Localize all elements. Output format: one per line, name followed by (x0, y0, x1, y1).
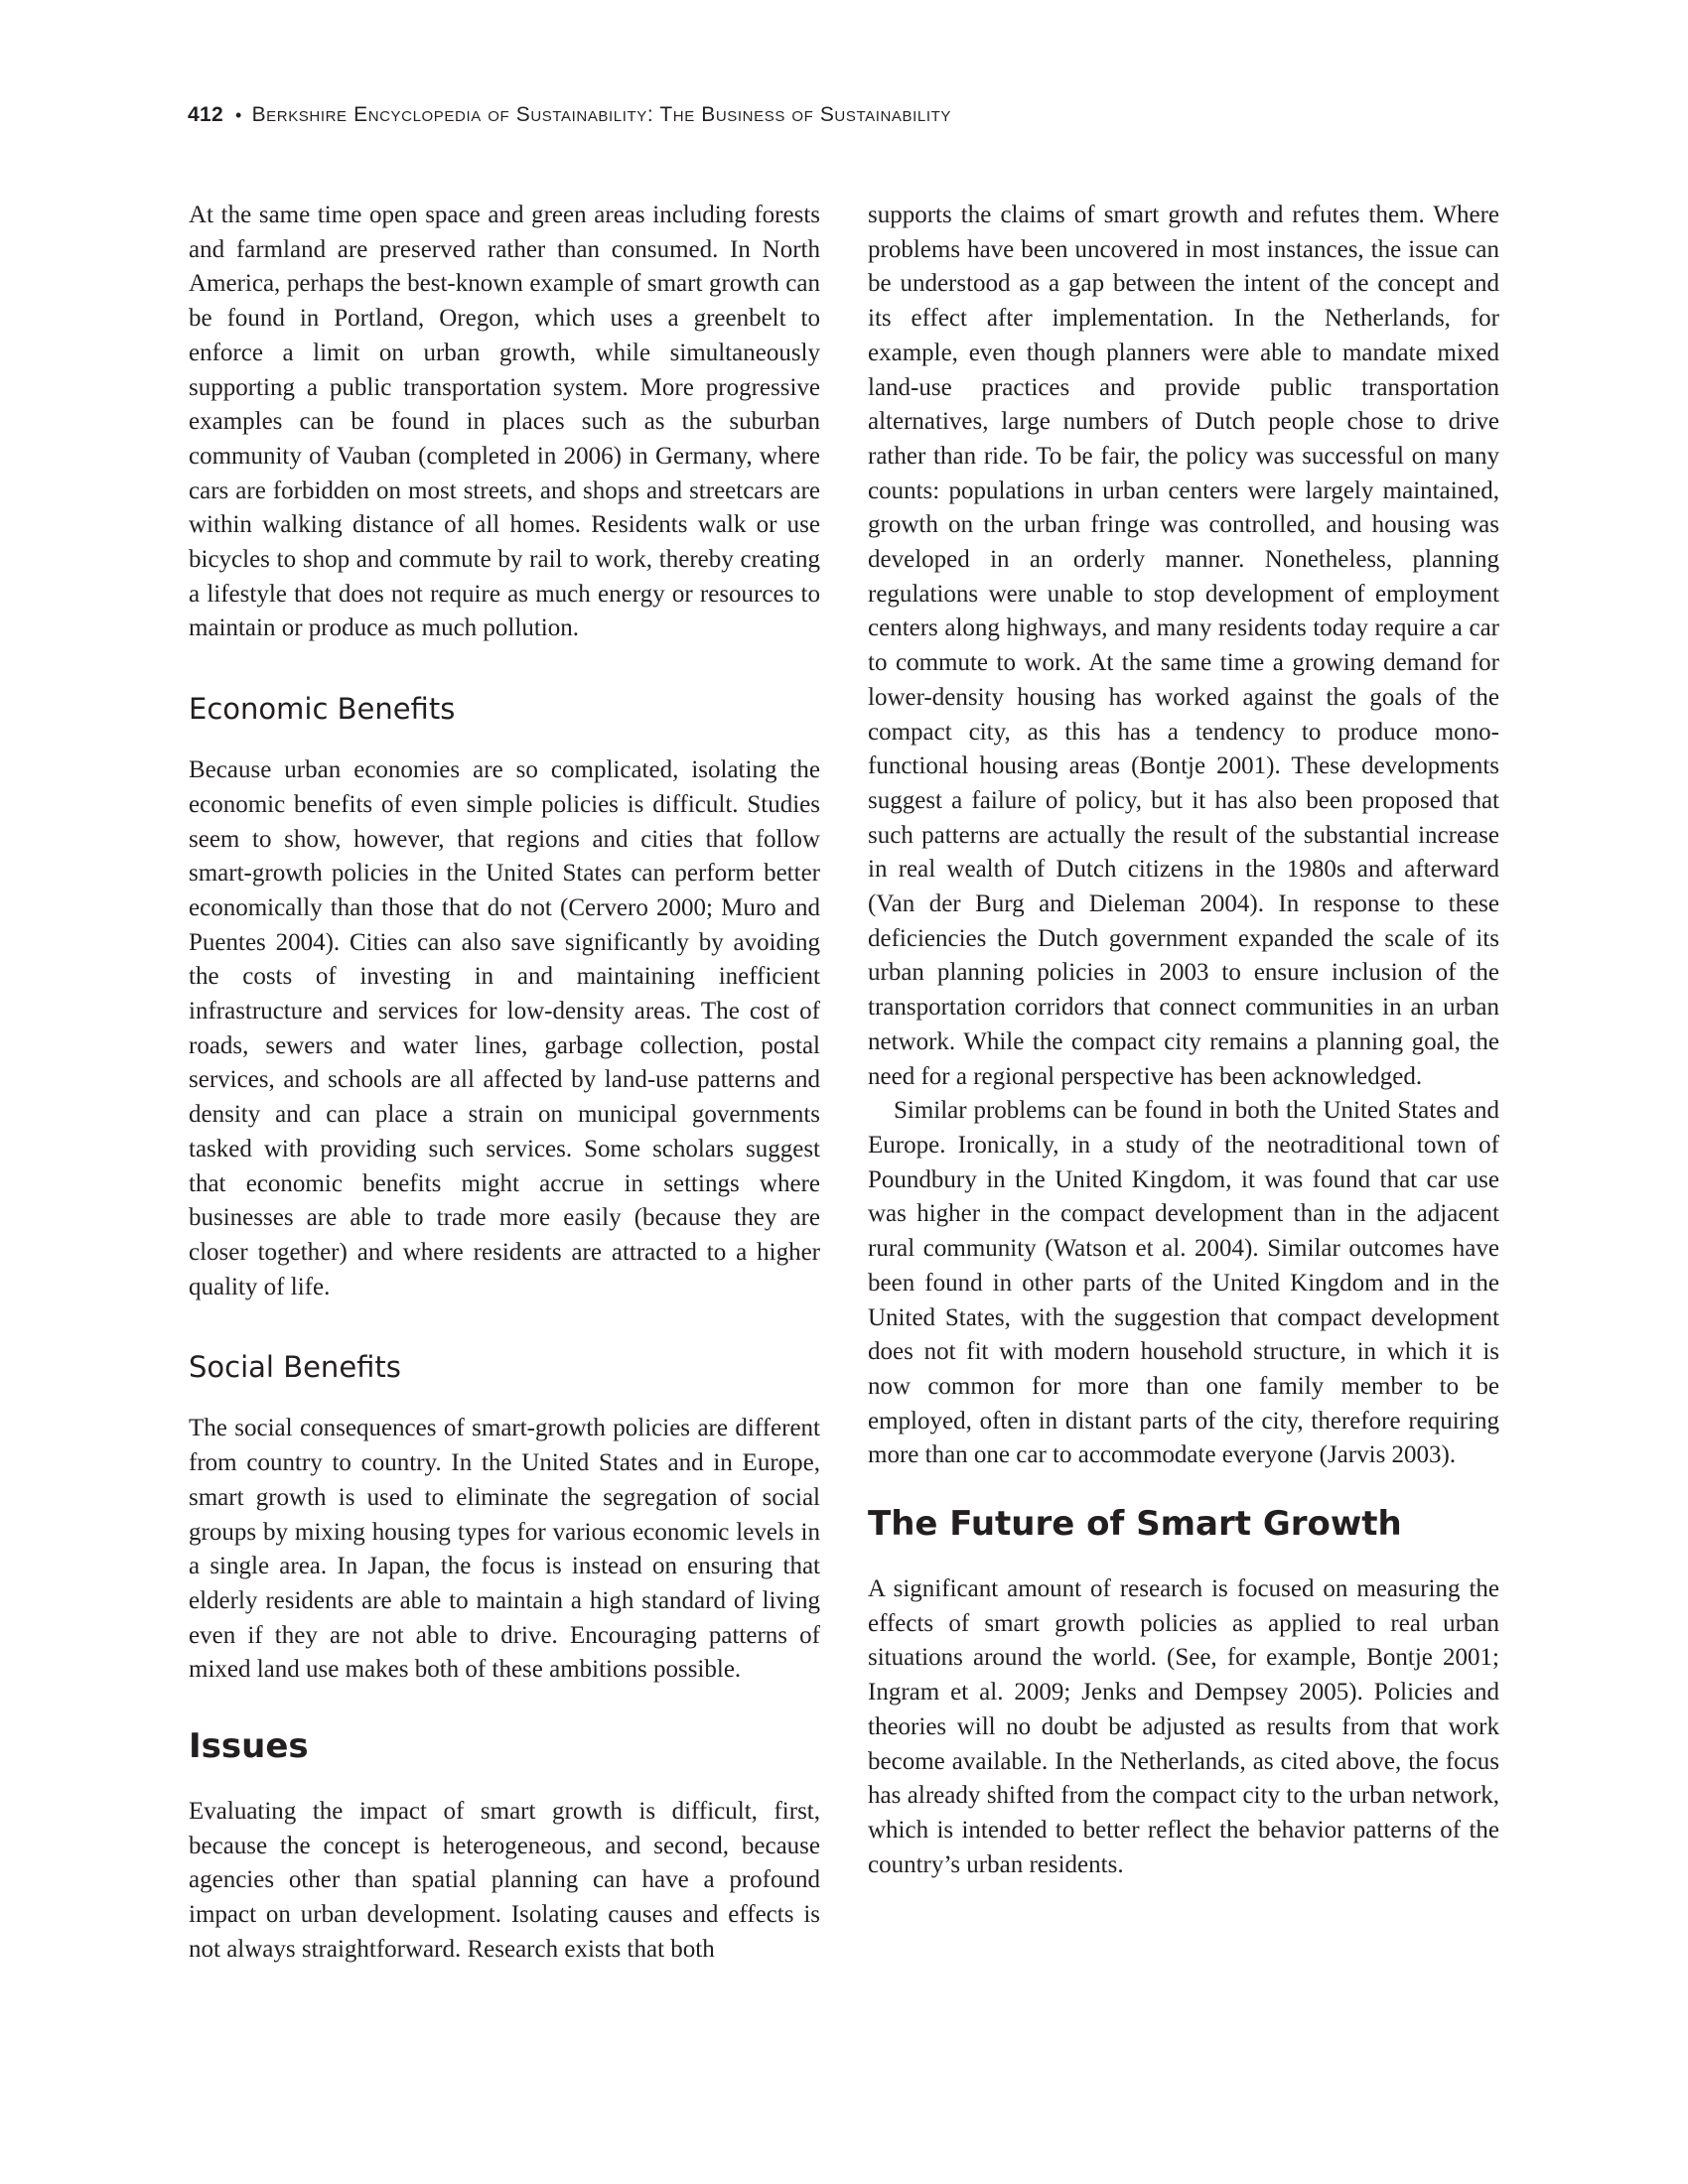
heading-issues: Issues (189, 1726, 309, 1767)
paragraph-issues: Evaluating the impact of smart growth is difficult, first, because the concept is heterogeneous, and second, because agencies other than spatial planning can have a profound impact on urban development. Isolating causes and effects is not always straightforward. Research exists that both (189, 1798, 820, 1963)
heading-social-benefits: Social Benefits (189, 1350, 401, 1385)
right-column (868, 199, 1499, 1882)
paragraph-issues-continued: supports the claims of smart growth and refutes them. Where problems have been uncovered in most instances, the issue can be understood as a gap between the intent of the concept and its effect after implementation. In the Netherlands, for example, even though planners were able to mandate mixed land-use practices and provide public transportation alternatives, large numbers of Dutch people chose to drive rather than ride. To be fair, the policy was successful on many counts: populations in urban centers were largely maintained, growth on the urban fringe was controlled, and housing was developed in an orderly manner. Nonetheless, planning regulations were unable to stop development of employment centers along highways, and many residents today require a car to commute to work. At the same time a growing demand for lower-density housing has worked against the goals of the compact city, as this has a tendency to produce mono-functional housing areas (Bontje 2001). These developments suggest a failure of policy, but it has also been proposed that such patterns are actually the result of the substantial increase in real wealth of Dutch citizens in the 1980s and afterward (Van der Burg and Dieleman 2004). In response to these deficiencies the Dutch government expanded the scale of its urban planning policies in 2003 to ensure inclusion of the transportation corridors that connect communities in an urban network. While the compact city remains a planning goal, the need for a regional perspective has been acknowledged. (868, 202, 1499, 1090)
bullet-separator: • (234, 104, 242, 125)
running-title: Berkshire Encyclopedia of Sustainability: The Business of Sustainability (251, 103, 951, 126)
left-column (189, 199, 820, 1968)
page-number: 412 (188, 103, 223, 126)
paragraph-similar-problems: Similar problems can be found in both the United States and Europe. Ironically, in a study of the neotraditional town of Poundbury in the United Kingdom, it was found that car use was higher in the compact development than in the adjacent rural community (Watson et al. 2004). Similar outcomes have been found in other parts of the United Kingdom and in the United States, with the suggestion that compact development does not fit with modern household structure, in which it is now common for more than one family member to be employed, often in distant parts of the city, therefore requiring more than one car to accommodate everyone (Jarvis 2003). (868, 1097, 1499, 1469)
paragraph-economic-benefits: Because urban economies are so complicated, isolating the economic benefits of even simple policies is difficult. Studies seem to show, however, that regions and cities that follow smart-growth policies in the United States can perform better economically than those that do not (Cervero 2000; Muro and Puentes 2004). Cities can also save significantly by avoiding the costs of investing in and maintaining inefficient infrastructure and services for low-density areas. The cost of roads, sewers and water lines, garbage collection, postal services, and schools are all affected by land-use patterns and density and can place a strain on municipal governments tasked with providing such services. Some scholars suggest that economic benefits might accrue in settings where businesses are able to trade more easily (because they are closer together) and where residents are attracted to a higher quality of life. (189, 756, 820, 1300)
paragraph-social-benefits: The social consequences of smart-growth policies are different from country to country. In the United States and in Europe, smart growth is used to eliminate the segregation of social groups by mixing housing types for various economic levels in a single area. In Japan, the focus is instead on ensuring that elderly residents are able to maintain a high standard of living even if they are not able to drive. Encouraging patterns of mixed land use makes both of these ambitions possible. (189, 1415, 820, 1684)
paragraph-intro: At the same time open space and green areas including forests and farmland are preserved rather than consumed. In North America, perhaps the best-known example of smart growth can be found in Portland, Oregon, which uses a greenbelt to enforce a limit on urban growth, while simultaneously supporting a public transportation system. More progressive examples can be found in places such as the suburban community of Vauban (completed in 2006) in Germany, where cars are forbidden on most streets, and shops and streetcars are within walking distance of all homes. Residents walk or use bicycles to shop and commute by rail to work, thereby creating a lifestyle that does not require as much energy or resources to maintain or produce as much pollution. (189, 202, 820, 642)
running-head (188, 99, 951, 131)
heading-economic-benefits: Economic Benefits (189, 692, 456, 727)
paragraph-future: A significant amount of research is focused on measuring the effects of smart growth policies as applied to real urban situations around the world. (See, for example, Bontje 2001; Ingram et al. 2009; Jenks and Dempsey 2005). Policies and theories will no doubt be adjusted as results from that work become available. In the Netherlands, as cited above, the focus has already shifted from the compact city to the urban network, which is intended to better reflect the behavior patterns of the country’s urban residents. (868, 1575, 1499, 1878)
heading-future-of-smart-growth: The Future of Smart Growth (868, 1504, 1402, 1545)
